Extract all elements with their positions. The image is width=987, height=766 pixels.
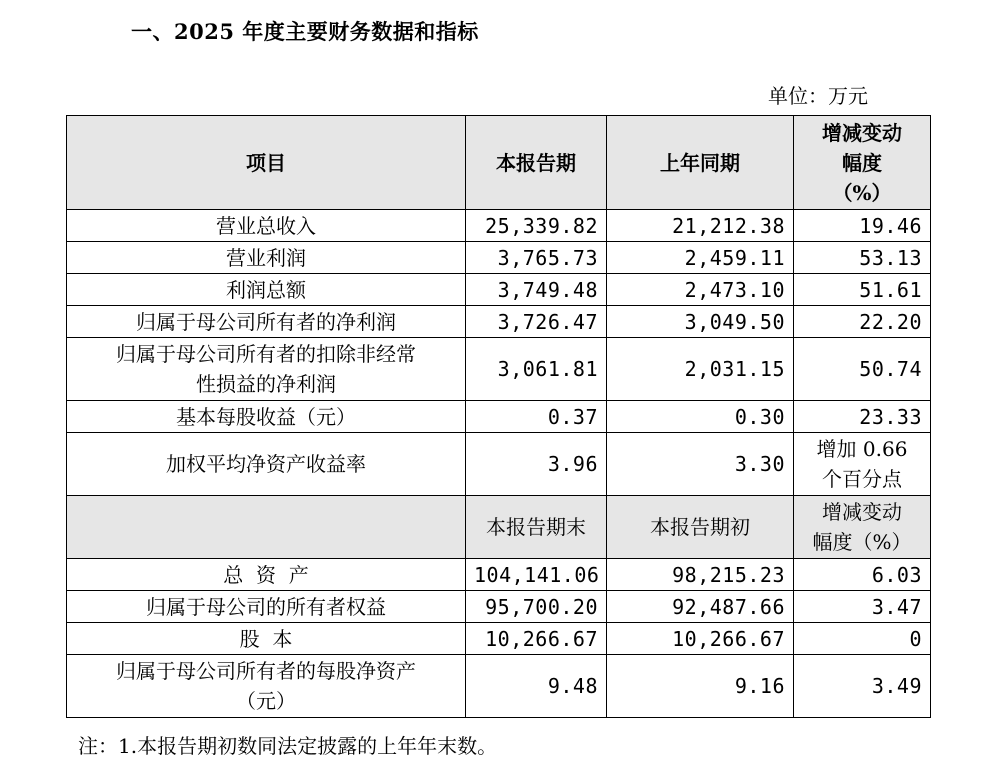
row-item-line2: 性损益的净利润 [196, 372, 336, 396]
row-prior: 2,473.10 [607, 274, 794, 306]
row-change-line2: 个百分点 [822, 467, 902, 491]
row-current: 25,339.82 [466, 210, 607, 242]
row-current: 10,266.67 [466, 623, 607, 655]
header-change-line3: （%） [832, 180, 892, 205]
table-row [67, 401, 931, 433]
header-item: 项目 [67, 116, 466, 210]
row-change [794, 433, 931, 496]
table-row [67, 433, 931, 496]
row-item: 营业利润 [67, 242, 466, 274]
header-change-line2: 幅度 [842, 150, 882, 175]
row-item: 基本每股收益（元） [67, 401, 466, 433]
table-row [67, 274, 931, 306]
row-item: 股 本 [67, 623, 466, 655]
table-header-row [67, 116, 931, 210]
section-title: 一、2025 年度主要财务数据和指标 [131, 19, 479, 44]
header-change-percent [794, 116, 931, 210]
row-current: 3,061.81 [466, 338, 607, 401]
row-change: 23.33 [794, 401, 931, 433]
row-item: 营业总收入 [67, 210, 466, 242]
header-current-period: 本报告期 [466, 116, 607, 210]
row-change: 22.20 [794, 306, 931, 338]
row-item: 归属于母公司的所有者权益 [67, 591, 466, 623]
row-current: 0.37 [466, 401, 607, 433]
table-row [67, 210, 931, 242]
row-item: 总 资 产 [67, 559, 466, 591]
row-item [67, 655, 466, 718]
subheader-item [67, 496, 466, 559]
table-row [67, 242, 931, 274]
row-prior: 0.30 [607, 401, 794, 433]
row-item-line1: 归属于母公司所有者的扣除非经常 [116, 342, 416, 366]
subheader-change-line1: 增减变动 [822, 500, 902, 524]
row-item: 加权平均净资产收益率 [67, 433, 466, 496]
row-change: 50.74 [794, 338, 931, 401]
row-change: 51.61 [794, 274, 931, 306]
row-prior: 10,266.67 [607, 623, 794, 655]
row-current: 9.48 [466, 655, 607, 718]
table-row [67, 655, 931, 718]
row-item: 归属于母公司所有者的净利润 [67, 306, 466, 338]
row-change: 3.49 [794, 655, 931, 718]
row-item-line2: （元） [236, 689, 296, 713]
footnote: 注：1.本报告期初数同法定披露的上年年末数。 [78, 734, 498, 758]
row-prior: 21,212.38 [607, 210, 794, 242]
row-prior: 9.16 [607, 655, 794, 718]
row-prior: 2,031.15 [607, 338, 794, 401]
table-row [67, 559, 931, 591]
row-current: 3,749.48 [466, 274, 607, 306]
row-current: 104,141.06 [466, 559, 607, 591]
row-change-line1: 增加 0.66 [816, 437, 908, 461]
header-prior-period: 上年同期 [607, 116, 794, 210]
row-item-line1: 归属于母公司所有者的每股净资产 [116, 659, 416, 683]
table-row [67, 591, 931, 623]
row-prior: 98,215.23 [607, 559, 794, 591]
row-prior: 2,459.11 [607, 242, 794, 274]
row-change: 19.46 [794, 210, 931, 242]
table-row [67, 306, 931, 338]
financial-data-table [66, 115, 931, 718]
row-item: 利润总额 [67, 274, 466, 306]
unit-label: 单位：万元 [768, 84, 868, 108]
table-row [67, 623, 931, 655]
subheader-period-start: 本报告期初 [607, 496, 794, 559]
row-item [67, 338, 466, 401]
header-change-line1: 增减变动 [822, 120, 902, 145]
row-change: 6.03 [794, 559, 931, 591]
table-subheader-row [67, 496, 931, 559]
subheader-change-line2: 幅度（%） [812, 530, 912, 554]
row-change: 0 [794, 623, 931, 655]
row-prior: 3.30 [607, 433, 794, 496]
row-prior: 3,049.50 [607, 306, 794, 338]
row-current: 95,700.20 [466, 591, 607, 623]
row-current: 3,726.47 [466, 306, 607, 338]
row-change: 3.47 [794, 591, 931, 623]
table-row [67, 338, 931, 401]
subheader-period-end: 本报告期末 [466, 496, 607, 559]
subheader-change-percent [794, 496, 931, 559]
row-current: 3,765.73 [466, 242, 607, 274]
row-prior: 92,487.66 [607, 591, 794, 623]
row-change: 53.13 [794, 242, 931, 274]
row-current: 3.96 [466, 433, 607, 496]
